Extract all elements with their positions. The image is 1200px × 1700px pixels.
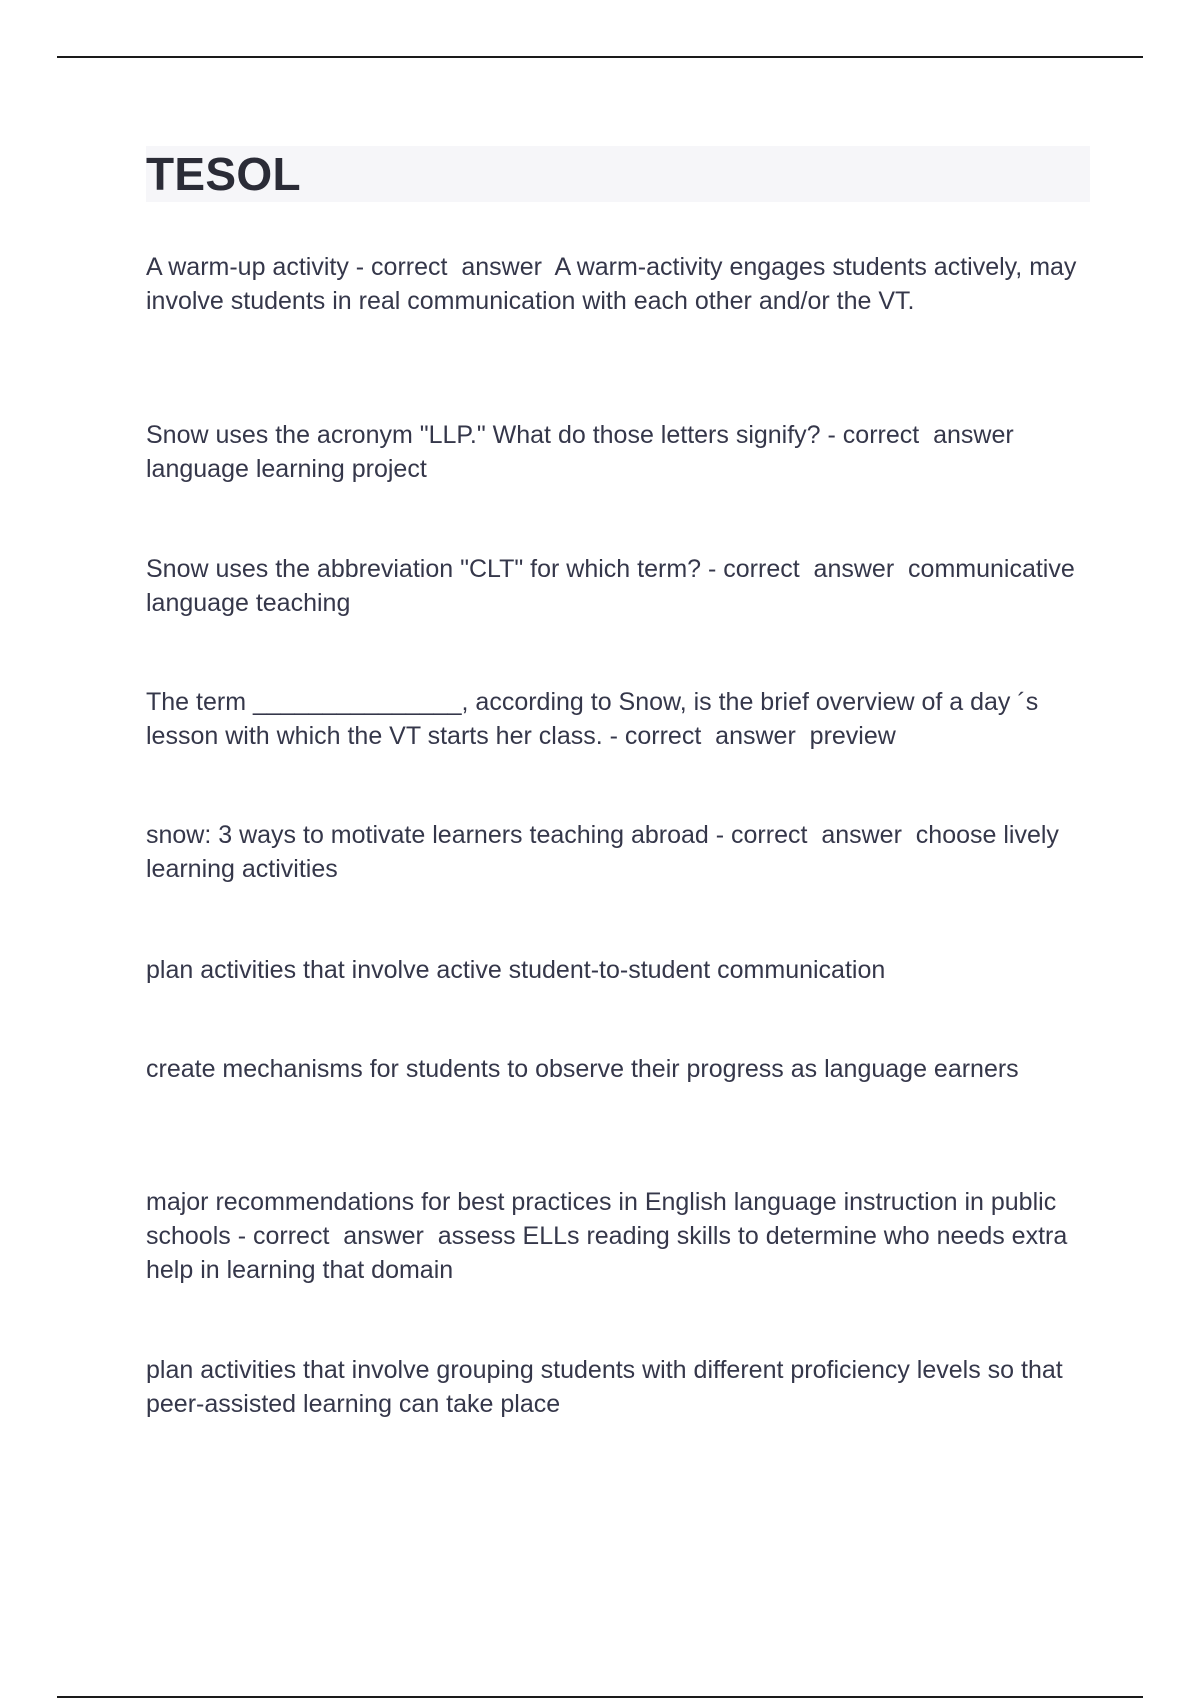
entry-llp-acronym: Snow uses the acronym "LLP." What do those letters signify? - correct answer language learning project <box>146 421 1028 483</box>
entry-student-communication: plan activities that involve active student-to-student communication <box>146 956 886 984</box>
page-title: TESOL <box>146 148 301 200</box>
entry-best-practices: major recommendations for best practices in English language instruction in public schools - correct answer assess ELLs reading skills to determine who needs extra help in learning that domain <box>146 1188 1075 1284</box>
entry-observe-progress: create mechanisms for students to observe their progress as language earners <box>146 1055 1019 1083</box>
top-rule <box>57 56 1143 58</box>
bottom-rule <box>57 1696 1143 1698</box>
entry-preview-term: The term _______________, according to Snow, is the brief overview of a day ´s lesson with which the VT starts her class. - correct answer preview <box>146 688 1046 750</box>
entry-clt-abbreviation: Snow uses the abbreviation "CLT" for which term? - correct answer communicative language teaching <box>146 555 1082 617</box>
entry-motivate-learners: snow: 3 ways to motivate learners teaching abroad - correct answer choose lively learning activities <box>146 821 1066 883</box>
entry-grouping-students: plan activities that involve grouping students with different proficiency levels so that peer-assisted learning can take place <box>146 1356 1070 1418</box>
entry-warm-up-activity: A warm-up activity - correct answer A warm-activity engages students actively, may involve students in real communication with each other and/or the VT. <box>146 253 1084 315</box>
